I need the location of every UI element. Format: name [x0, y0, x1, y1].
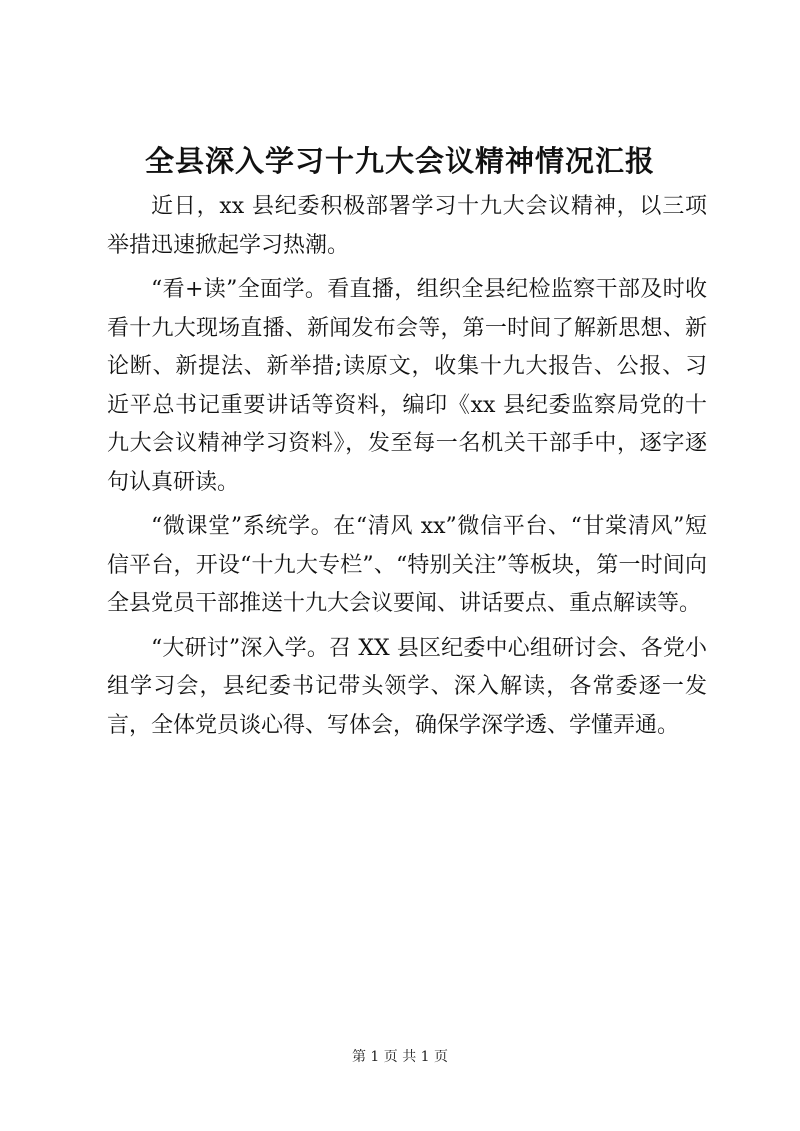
paragraph-micro-class: “微课堂”系统学。在“清风 xx”微信平台、“甘棠清风”短信平台，开设“十九大专栏”、“特别关注”等板块，第一时间向全县党员干部推送十九大会议要闻、讲话要点、重点解读等。: [107, 514, 707, 616]
page-footer: 第 1 页 共 1 页: [351, 1049, 449, 1065]
paragraph-discussion: “大研讨”深入学。召 XX 县区纪委中心组研讨会、各党小组学习会，县纪委书记带头领学、深入解读，各常委逐一发言，全体党员谈心得、写体会，确保学深学透、学懂弄通。: [107, 635, 707, 738]
paragraph-intro: 近日，xx 县纪委积极部署学习十九大会议精神，以三项举措迅速掀起学习热潮。: [107, 194, 707, 258]
paragraph-watch-read: “看+读”全面学。看直播，组织全县纪检监察干部及时收看十九大现场直播、新闻发布会等，第一时间了解新思想、新论断、新提法、新举措;读原文，收集十九大报告、公报、习近平总书记重要讲话等资料，编印《xx 县纪委监察局党的十九大会议精神学习资料》，发至每一名机关干部手中，逐字逐句认真研读。: [107, 277, 707, 495]
document-title: 全县深入学习十九大会议精神情况汇报: [144, 144, 655, 178]
document-body: [107, 188, 707, 751]
